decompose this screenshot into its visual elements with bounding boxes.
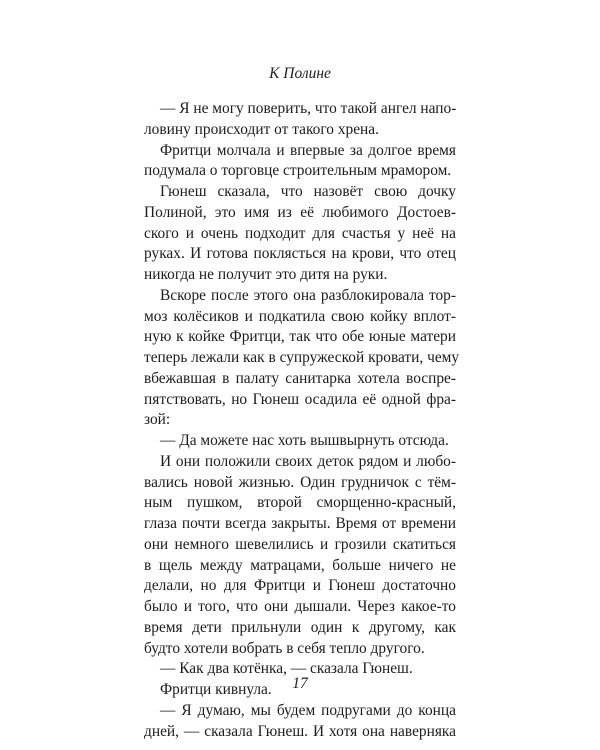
text-line: — Я думаю, мы будем подругами до конца — [160, 701, 456, 719]
text-line: Полиной, это имя из её любимого Достоев- — [144, 203, 456, 221]
text-line: время дети прильнули один к другому, как — [144, 618, 456, 636]
page-number: 17 — [292, 675, 308, 692]
text-line: ловину происходит от такого хрена. — [144, 120, 379, 138]
text-line: моз колёсиков и подкатила свою койку вплот- — [144, 307, 456, 325]
text-line: вбежавшая в палату санитарка хотела воспре- — [144, 369, 456, 387]
text-line: они немного шевелились и грозили скатиться — [144, 535, 456, 553]
text-line: никогда не получит это дитя на руки. — [144, 266, 388, 283]
text-line: Фритци молчала и впервые за долгое время — [160, 141, 456, 159]
text-line: в щель между матрацами, больше ничего не — [144, 556, 456, 574]
text-line: было и того, что они дышали. Через какое-то — [144, 598, 456, 615]
text-line: зой: — [144, 411, 171, 429]
body-text — [144, 99, 460, 742]
text-line: ным пушком, второй сморщенно-красный, — [144, 494, 456, 512]
text-line: руках. И готова поклясться на крови, что отец — [144, 245, 456, 263]
text-line: дней, — сказала Гюнеш. И хотя она наверняка — [144, 722, 456, 740]
text-line: — Как два котёнка, — сказала Гюнеш. — [160, 660, 413, 678]
text-line: делали, но для Фритци и Гюнеш достаточно — [144, 577, 456, 595]
running-head: К Полине — [269, 65, 331, 82]
text-line: глаза почти всегда закрыты. Время от времени — [144, 515, 456, 532]
text-line: — Я не могу поверить, что такой ангел напо- — [160, 100, 457, 117]
text-line: подумала о торговце строительным мрамором. — [144, 162, 452, 180]
text-line: пятствовать, но Гюнеш осадила её одной фра- — [144, 390, 456, 408]
text-line: Фритци кивнула. — [160, 681, 272, 698]
text-line: вались новой жизнью. Один грудничок с тём- — [144, 473, 456, 491]
text-line: И они положили своих деток рядом и любо- — [160, 452, 456, 470]
text-line: Вскоре после этого она разблокировала тор- — [160, 286, 456, 304]
text-line: ского и очень подходит для счастья у неё на — [144, 224, 456, 242]
text-line: теперь лежали как в супружеской кровати, чему — [144, 349, 460, 366]
text-line: будто хотели вобрать в себя тепло другого. — [144, 639, 425, 657]
text-line: ную к койке Фритци, так что обе юные матери — [144, 328, 456, 346]
text-line: Гюнеш сказала, что назовёт свою дочку — [160, 183, 456, 200]
text-line: — Да можете нас хоть вышвырнуть отсюда. — [160, 432, 449, 449]
